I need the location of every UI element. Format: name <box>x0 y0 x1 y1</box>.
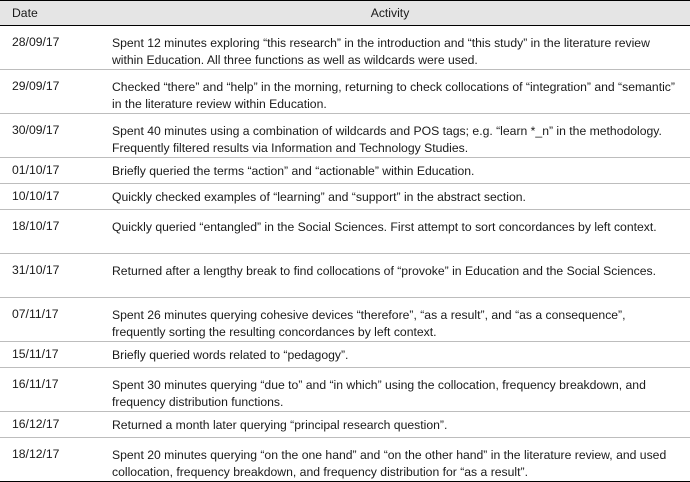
date-cell: 01/10/17 <box>12 163 60 177</box>
date-cell: 30/09/17 <box>12 123 60 137</box>
table-row <box>0 342 690 368</box>
activity-cell: Returned after a lengthy break to find collocations of “provoke” in Education and the Social Sciences. <box>112 264 657 278</box>
table-row <box>0 254 690 298</box>
table-row <box>0 114 690 158</box>
table-row <box>0 298 690 342</box>
date-cell: 18/12/17 <box>12 447 60 461</box>
date-cell: 15/11/17 <box>12 347 59 361</box>
activity-cell: Spent 40 minutes using a combination of wildcards and POS tags; e.g. “learn *_n” in the methodology. Frequently filtered results via Information and Technology Studies. <box>112 124 662 155</box>
activity-cell: Spent 12 minutes exploring “this research” in the introduction and “this study” in the literature review within Education. All three functions as well as wildcards were used. <box>112 36 650 67</box>
table-header <box>0 0 690 26</box>
date-cell: 16/12/17 <box>12 417 60 431</box>
activity-cell: Briefly queried words related to “pedagogy”. <box>112 348 349 362</box>
date-cell: 31/10/17 <box>12 263 60 277</box>
date-cell: 07/11/17 <box>12 307 59 321</box>
table-row <box>0 184 690 210</box>
table-row <box>0 70 690 114</box>
table-row <box>0 412 690 438</box>
date-cell: 16/11/17 <box>12 377 59 391</box>
date-cell: 18/10/17 <box>12 219 60 233</box>
activity-cell: Checked “there” and “help” in the morning, returning to check collocations of “integration” and “semantic” in the literature review within Education. <box>112 80 675 111</box>
activity-cell: Briefly queried the terms “action” and “actionable” within Education. <box>112 164 475 178</box>
table-row <box>0 438 690 482</box>
table-row <box>0 26 690 70</box>
date-cell: 28/09/17 <box>12 35 60 49</box>
activity-cell: Quickly queried “entangled” in the Social Sciences. First attempt to sort concordances by left context. <box>112 220 657 234</box>
activity-cell: Spent 30 minutes querying “due to” and “in which” using the collocation, frequency breakdown, and frequency distribution functions. <box>112 378 646 409</box>
date-cell: 29/09/17 <box>12 79 60 93</box>
date-cell: 10/10/17 <box>12 189 60 203</box>
activity-cell: Spent 26 minutes querying cohesive devices “therefore”, “as a result”, and “as a consequence”, frequently sorting the resulting concordances by left context. <box>112 308 626 339</box>
table-row <box>0 368 690 412</box>
activity-cell: Quickly checked examples of “learning” and “support” in the abstract section. <box>112 190 526 204</box>
activity-cell: Returned a month later querying “principal research question”. <box>112 418 448 432</box>
activity-column-header: Activity <box>370 6 410 20</box>
table-row <box>0 158 690 184</box>
activity-cell: Spent 20 minutes querying “on the one hand” and “on the other hand” in the literature review, and used collocation, frequency breakdown, and frequency distribution for “as a result”. <box>112 448 667 479</box>
date-column-header: Date <box>12 6 38 20</box>
table-row <box>0 210 690 254</box>
